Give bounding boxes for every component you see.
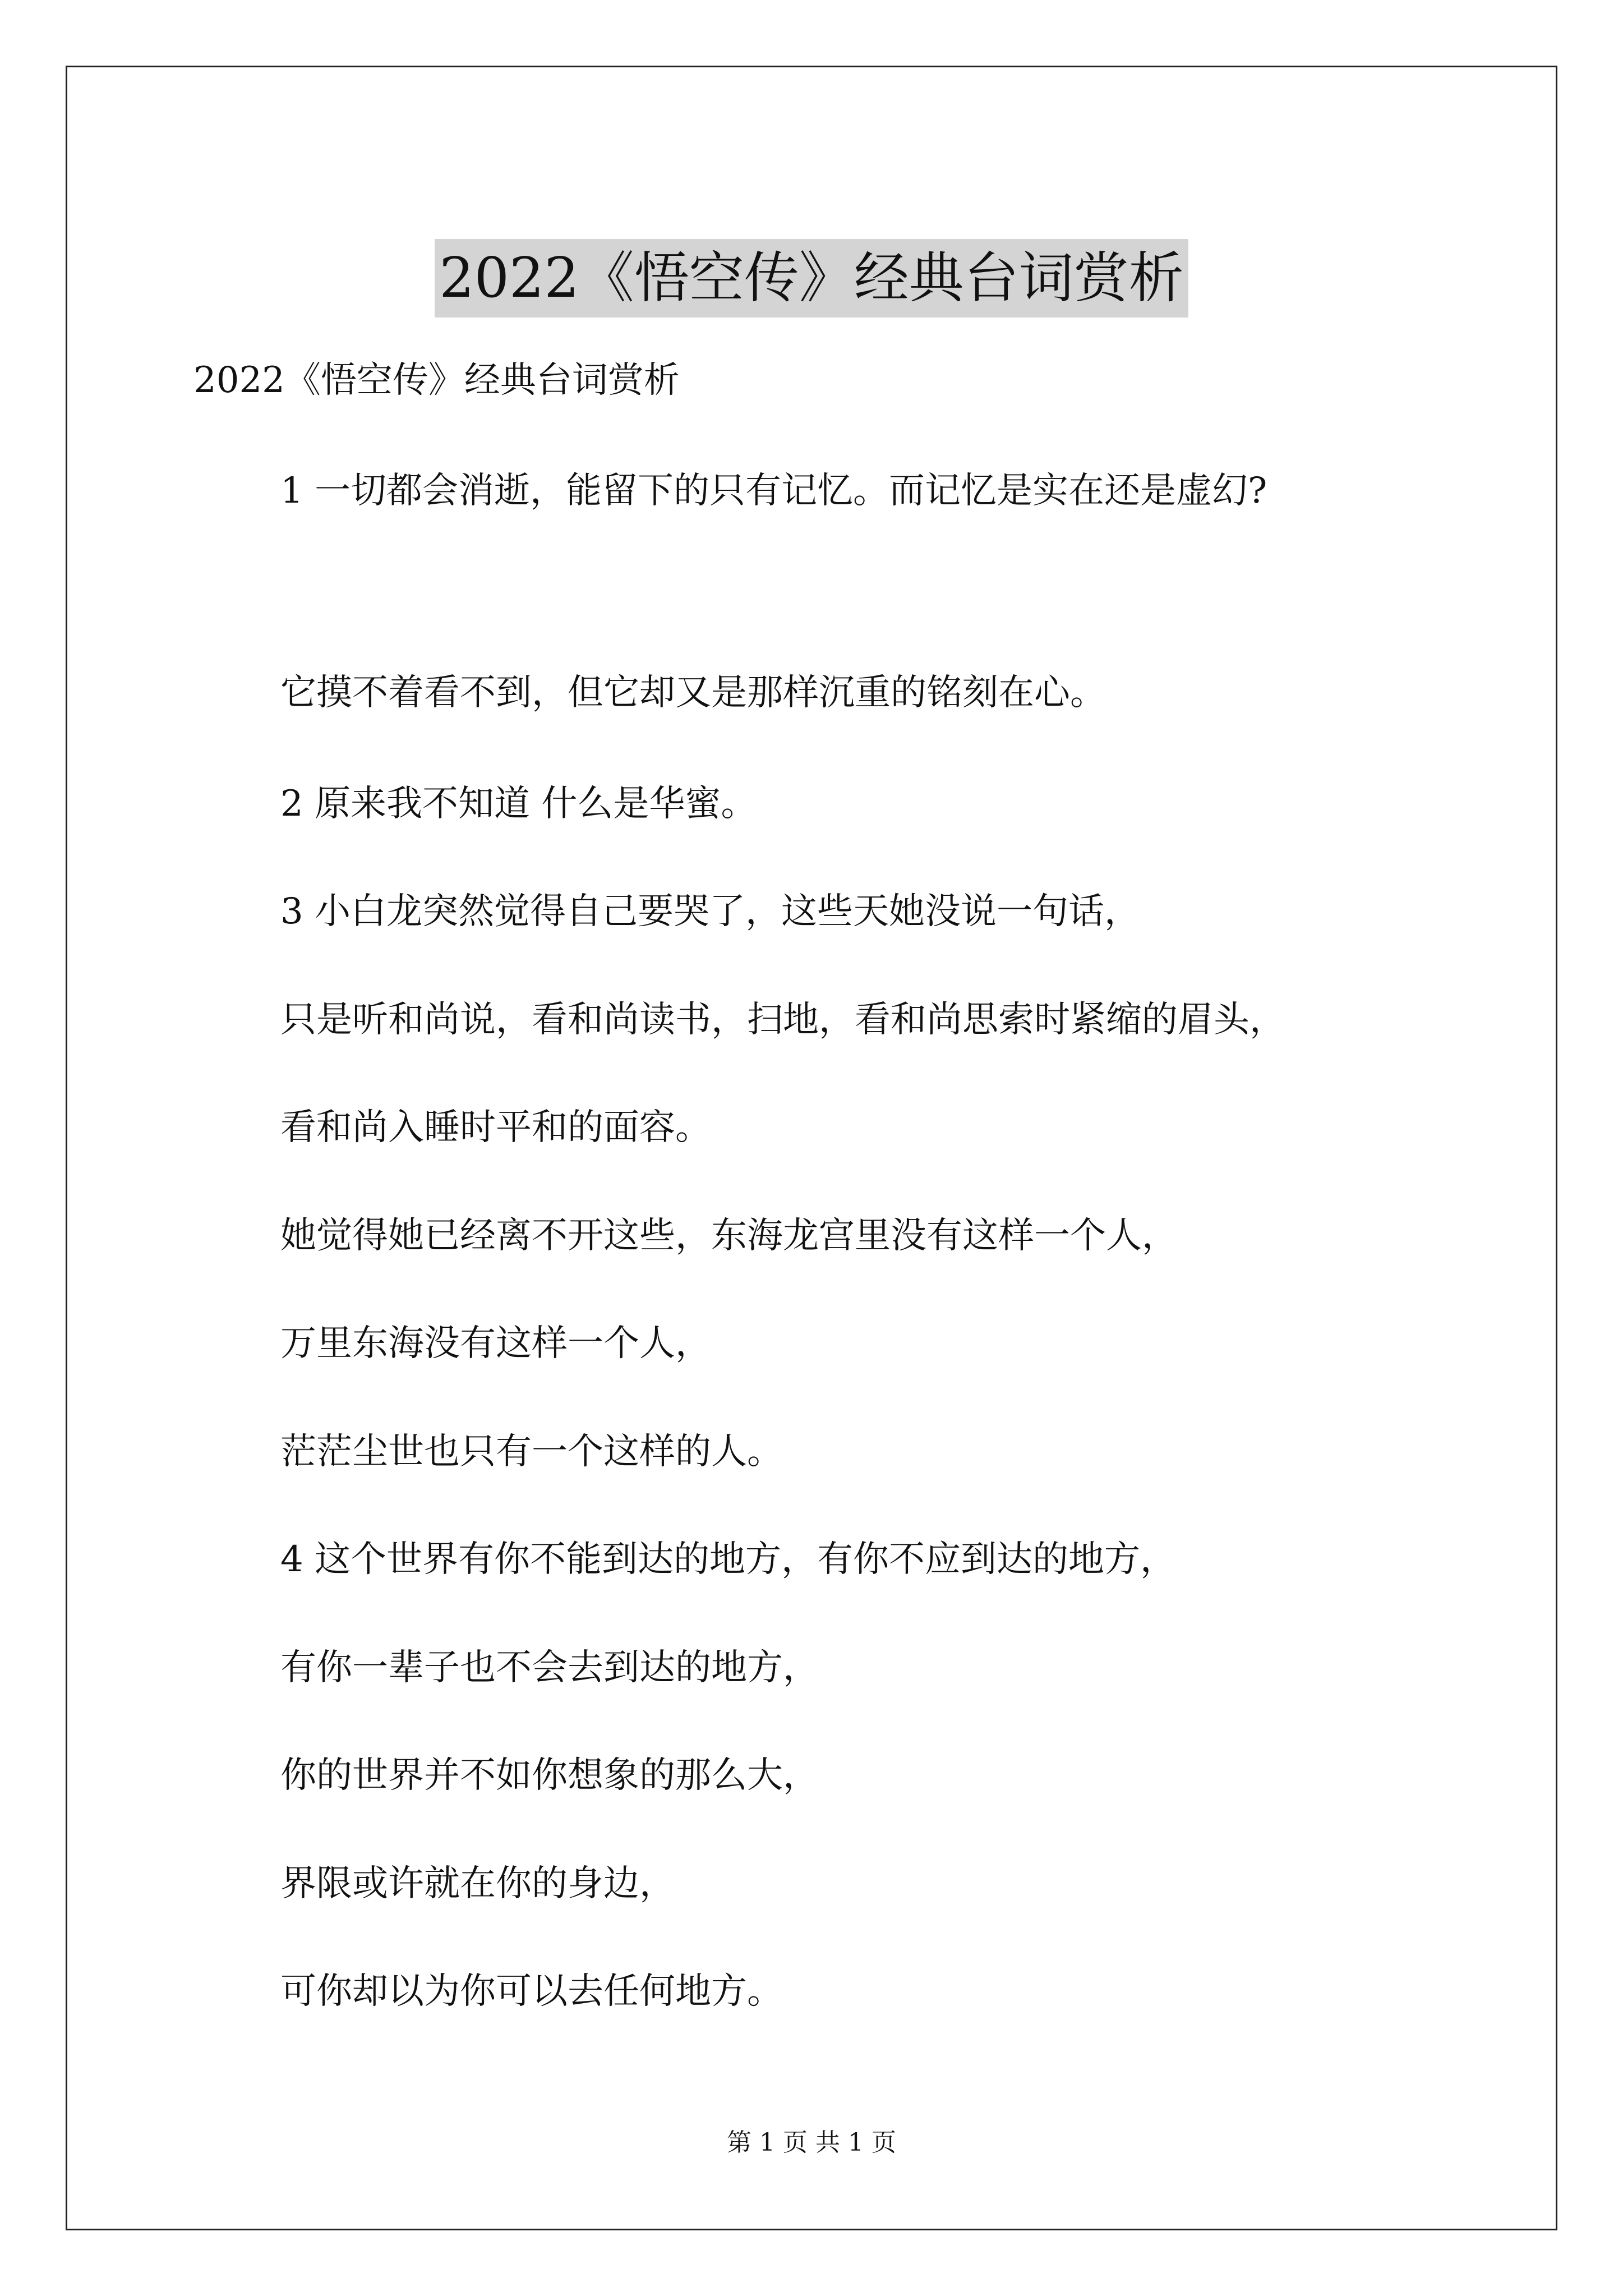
quote-line-10: 4 这个世界有你不能到达的地方，有你不应到达的地方， [280,1539,1177,1580]
quote-line-9: 茫茫尘世也只有一个这样的人。 [280,1431,783,1473]
quote-line-11: 有你一辈子也不会去到达的地方， [280,1647,819,1688]
quote-line-5: 只是听和尚说，看和尚读书，扫地，看和尚思索时紧缩的眉头， [280,999,1285,1041]
quote-line-4: 3 小白龙突然觉得自己要哭了，这些天她没说一句话， [280,891,1141,932]
quote-line-6: 看和尚入睡时平和的面容。 [280,1107,711,1148]
quote-line-1: 1 一切都会消逝，能留下的只有记忆。而记忆是实在还是虚幻? [280,470,1267,512]
page-footer: 第 1 页 共 1 页 [727,2128,896,2157]
quote-line-3: 2 原来我不知道 什么是华蜜。 [280,783,757,825]
quote-line-2: 它摸不着看不到，但它却又是那样沉重的铭刻在心。 [280,672,1106,714]
quote-line-13: 界限或许就在你的身边， [280,1863,675,1904]
quote-line-7: 她觉得她已经离不开这些，东海龙宫里没有这样一个人， [280,1215,1178,1257]
document-title: 2022《悟空传》经典台词赏析 [435,239,1188,318]
document-subtitle: 2022《悟空传》经典台词赏析 [193,360,680,401]
quote-line-8: 万里东海没有这样一个人， [280,1323,711,1364]
quote-line-12: 你的世界并不如你想象的那么大， [280,1755,819,1796]
title-container [0,202,1623,354]
quote-line-14: 可你却以为你可以去任何地方。 [280,1971,783,2012]
